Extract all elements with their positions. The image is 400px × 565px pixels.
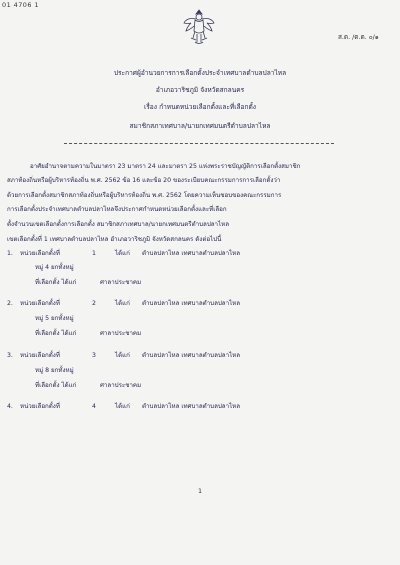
unit-village: หมู่ 5 ยกทั้งหมู่ [35, 315, 74, 322]
announcement-title: ประกาศผู้อำนวยการการเลือกตั้งประจำเทศบาลตำบลปลาไหล [113, 69, 287, 77]
area-label: ได้แก่ [115, 403, 130, 410]
subject-target-line: สมาชิกสภาเทศบาล/นายกเทศมนตรีตำบลปลาไหล [129, 122, 271, 130]
unit-no: 2 [92, 300, 96, 307]
unit-label: หน่วยเลือกตั้งที่ [20, 250, 60, 257]
unit-no: 1 [92, 250, 96, 257]
unit-place: ศาลาประชาคม [100, 382, 142, 389]
area-label: ได้แก่ [115, 352, 130, 359]
place-label: ที่เลือกตั้ง ได้แก่ [35, 330, 77, 337]
unit-number: 3. [7, 352, 13, 359]
unit-no: 3 [92, 352, 96, 359]
subject-line: เรื่อง กำหนดหน่วยเลือกตั้งและที่เลือกตั้ง [144, 103, 256, 111]
body-line: ตั้งจำนวนเขตเลือกตั้งการเลือกตั้ง สมาชิกสภาเทศบาล/นายกเทศมนตรีตำบลปลาไหล [7, 221, 230, 228]
body-line: การเลือกตั้งประจำเทศบาลตำบลปลาไหลจึงประกาศกำหนดหน่วยเลือกตั้งและที่เลือก [7, 206, 227, 213]
unit-number: 4. [7, 403, 13, 410]
unit-place: ศาลาประชาคม [100, 279, 142, 286]
body-line: ด้วยการเลือกตั้งสมาชิกสภาท้องถิ่นหรือผู้บริหารท้องถิ่น พ.ศ. 2562 โดยความเห็นชอบของคณะกรรมการ [7, 192, 282, 199]
document-id: 01 4706 1 [2, 1, 40, 9]
unit-no: 4 [92, 403, 96, 410]
unit-area: ตำบลปลาไหล เทศบาลตำบลปลาไหล [142, 403, 241, 410]
place-label: ที่เลือกตั้ง ได้แก่ [35, 382, 77, 389]
header-divider [64, 143, 334, 144]
unit-area: ตำบลปลาไหล เทศบาลตำบลปลาไหล [142, 250, 241, 257]
area-label: ได้แก่ [115, 300, 130, 307]
page-number: 1 [197, 487, 203, 495]
body-line: สภาท้องถิ่นหรือผู้บริหารท้องถิ่น พ.ศ. 2562 ข้อ 16 และข้อ 20 ของระเบียบคณะกรรมการการเลือกตั้งว่า [7, 177, 281, 184]
body-line: เขตเลือกตั้งที่ 1 เทศบาลตำบลปลาไหล อำเภอวาริชภูมิ จังหวัดสกลนคร ดังต่อไปนี้ [7, 236, 222, 243]
area-label: ได้แก่ [115, 250, 130, 257]
unit-number: 2. [7, 300, 13, 307]
unit-label: หน่วยเลือกตั้งที่ [20, 300, 60, 307]
unit-area: ตำบลปลาไหล เทศบาลตำบลปลาไหล [142, 352, 241, 359]
document-reference: ส.ต. /ต.ต. ๐/๑ [338, 33, 379, 41]
unit-area: ตำบลปลาไหล เทศบาลตำบลปลาไหล [142, 300, 241, 307]
unit-place: ศาลาประชาคม [100, 330, 142, 337]
place-label: ที่เลือกตั้ง ได้แก่ [35, 279, 77, 286]
unit-number: 1. [7, 250, 13, 257]
unit-village: หมู่ 8 ยกทั้งหมู่ [35, 367, 74, 374]
district-line: อำเภอวาริชภูมิ จังหวัดสกลนคร [155, 86, 245, 94]
unit-label: หน่วยเลือกตั้งที่ [20, 403, 60, 410]
unit-label: หน่วยเลือกตั้งที่ [20, 352, 60, 359]
unit-village: หมู่ 4 ยกทั้งหมู่ [35, 264, 74, 271]
body-line: อาศัยอำนาจตามความในมาตรา 23 มาตรา 24 และมาตรา 25 แห่งพระราชบัญญัติการเลือกตั้งสมาชิก [30, 163, 301, 170]
garuda-emblem-icon [182, 7, 216, 47]
